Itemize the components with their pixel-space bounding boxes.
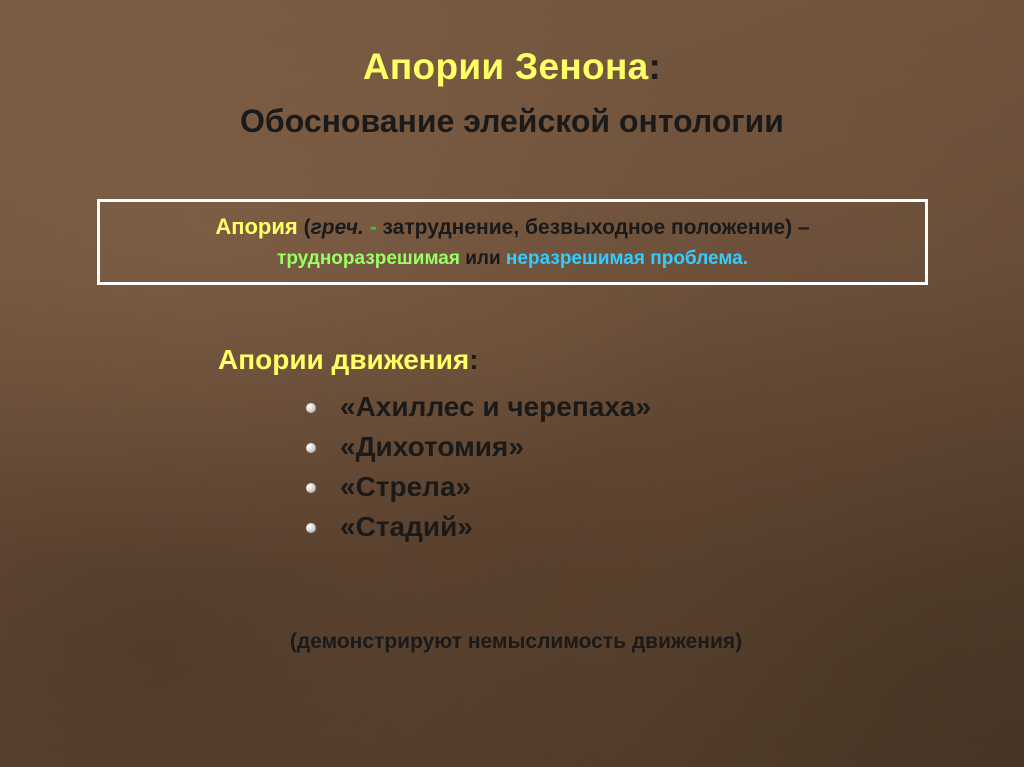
- definition-unsolvable: неразрешимая: [505, 248, 645, 269]
- title-colon: :: [648, 46, 662, 87]
- list-item: [300, 507, 651, 547]
- list-item: [300, 387, 651, 427]
- bullet-icon: [306, 443, 316, 453]
- list-item: [300, 467, 651, 507]
- definition-problem: проблема.: [644, 248, 748, 269]
- bullet-icon: [306, 483, 316, 493]
- motion-aporias-heading: [218, 344, 479, 376]
- definition-hard-to-solve: трудноразрешимая: [277, 248, 460, 269]
- motion-aporias-list: [300, 387, 651, 547]
- definition-open-paren: (: [297, 216, 311, 239]
- list-item-label: «Стрела»: [340, 471, 472, 502]
- definition-term: Апория: [215, 214, 298, 239]
- definition-meaning: затруднение, безвыходное положение) –: [376, 216, 810, 239]
- definition-greek-abbr: греч.: [310, 216, 364, 239]
- slide-subtitle: Обоснование элейской онтологии: [240, 103, 784, 139]
- list-item-label: «Стадий»: [340, 511, 473, 542]
- motion-heading-text: Апории движения: [218, 344, 470, 375]
- list-item-label: «Ахиллес и черепаха»: [340, 391, 652, 422]
- definition-dash: -: [369, 216, 377, 239]
- definition-line-2: [100, 248, 925, 270]
- definition-box: [97, 199, 928, 285]
- definition-line-1: [100, 214, 925, 240]
- slide-title: [0, 46, 1024, 88]
- list-item: [300, 427, 651, 467]
- motion-heading-colon: :: [469, 344, 479, 375]
- definition-or: или: [459, 248, 506, 269]
- list-item-label: «Дихотомия»: [340, 431, 524, 462]
- title-text: Апории Зенона: [362, 46, 649, 87]
- bullet-icon: [306, 403, 316, 413]
- bullet-icon: [306, 523, 316, 533]
- footnote: (демонстрируют немыслимость движения): [289, 630, 743, 653]
